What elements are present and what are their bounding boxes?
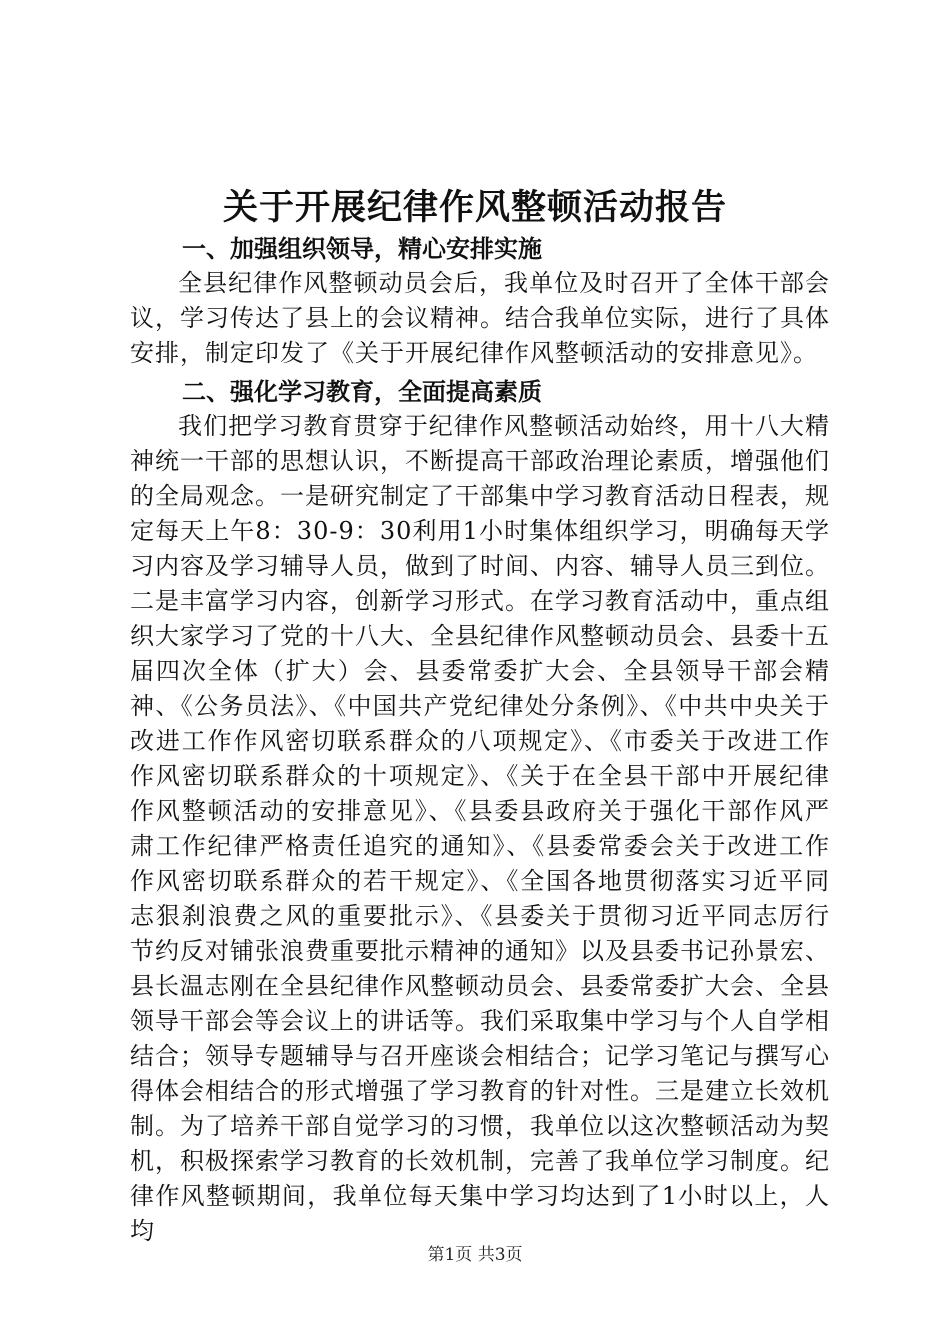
section-2 [130, 375, 830, 1249]
document-body [130, 232, 830, 1249]
document-title: 关于开展纪律作风整顿活动报告 [222, 187, 727, 228]
section-heading: 一、加强组织领导，精心安排实施 [182, 234, 542, 263]
section-paragraph: 全县纪律作风整顿动员会后，我单位及时召开了全体干部会议，学习传达了县上的会议精神。结合我单位实际，进行了具体安排，制定印发了《关于开展纪律作风整顿活动的安排意见》。 [130, 269, 830, 367]
section-1 [130, 232, 830, 371]
page-footer: 第1页 共3页 [427, 1245, 523, 1265]
section-paragraph: 我们把学习教育贯穿于纪律作风整顿活动始终，用十八大精神统一干部的思想认识，不断提高干部政治理论素质，增强他们的全局观念。一是研究制定了干部集中学习教育活动日程表，规定每天上午8：30-9：30利用1小时集体组织学习，明确每天学习内容及学习辅导人员，做到了时间、内容、辅导人员三到位。二是丰富学习内容，创新学习形式。在学习教育活动中，重点组织大家学习了党的十八大、全县纪律作风整顿动员会、县委十五届四次全体（扩大）会、县委常委扩大会、全县领导干部会精神、《公务员法》、《中国共产党纪律处分条例》、《中共中央关于改进工作作风密切联系群众的八项规定》、《市委关于改进工作作风密切联系群众的十项规定》、《关于在全县干部中开展纪律作风整顿活动的安排意见》、《县委县政府关于强化干部作风严肃工作纪律严格责任追究的通知》、《县委常委会关于改进工作作风密切联系群众的若干规定》、《全国各地贯彻落实习近平同志狠刹浪费之风的重要批示》、《县委关于贯彻习近平同志厉行节约反对铺张浪费重要批示精神的通知》以及县委书记孙景宏、县长温志刚在全县纪律作风整顿动员会、县委常委扩大会、全县领导干部会等会议上的讲话等。我们采取集中学习与个人自学相结合；领导专题辅导与召开座谈会相结合；记学习笔记与撰写心得体会相结合的形式增强了学习教育的针对性。三是建立长效机制。为了培养干部自觉学习的习惯，我单位以这次整顿活动为契机，积极探索学习教育的长效机制，完善了我单位学习制度。纪律作风整顿期间，我单位每天集中学习均达到了1小时以上，人均 [130, 412, 830, 1245]
section-heading: 二、强化学习教育，全面提高素质 [182, 377, 542, 406]
